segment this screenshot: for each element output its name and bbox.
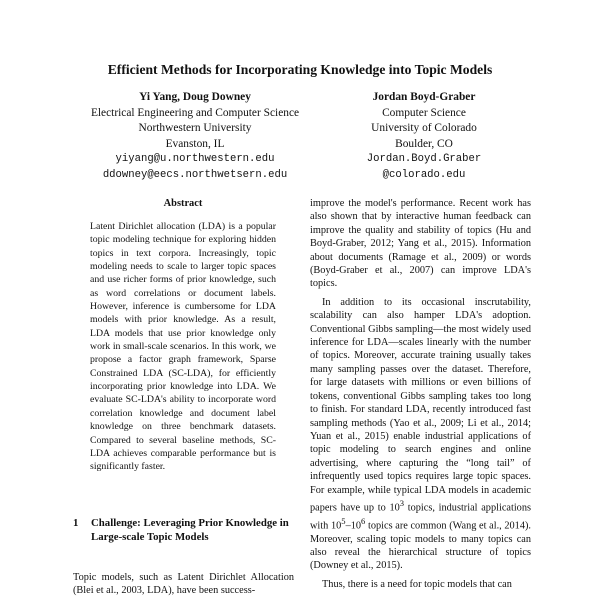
section-title: Challenge: Leveraging Prior Knowledge in Large-scale Topic Models (91, 517, 289, 543)
author-email: ddowney@eecs.northwetsern.edu (102, 168, 288, 181)
paragraph (310, 296, 531, 573)
paper-title: Efficient Methods for Incorporating Knowledge into Topic Models (107, 62, 493, 77)
author-block-colorado (324, 90, 524, 184)
text-run: topics, industrial applications with 10 (310, 502, 531, 532)
author-affiliation: Electrical Engineering and Computer Science (90, 106, 300, 119)
author-names: Yi Yang, Doug Downey (139, 91, 251, 103)
superscript: 3 (399, 497, 405, 508)
author-names: Jordan Boyd-Graber (372, 91, 476, 103)
author-location: Evanston, IL (165, 137, 225, 150)
superscript: 6 (361, 515, 366, 526)
author-block-northwestern (60, 90, 330, 184)
right-column (310, 197, 531, 591)
author-email: @colorado.edu (382, 168, 466, 181)
superscript: 5 (341, 515, 346, 526)
section-number: 1 (73, 517, 79, 529)
author-institution: University of Colorado (371, 122, 477, 135)
author-email: yiyang@u.northwestern.edu (115, 153, 275, 166)
abstract-text: Latent Dirichlet allocation (LDA) is a popular topic modeling technique for exploring hidden topics in text corpora. Increasingly, topic modeling needs to scale to larger topic spaces and use richer forms of prior knowledge, such as word correlations or document labels. However, inference is cumbersome for LDA models with prior knowledge. As a result, LDA models that use prior knowledge only work in small-scale scenarios. In this work, we propose a factor graph framework, Sparse Constrained LDA (SC-LDA), for efficiently incorporating prior knowledge into LDA. We evaluate SC-LDA's ability to incorporate word correlation knowledge and document label knowledge on three benchmark datasets. Compared to several baseline methods, SC-LDA achieves comparable performance but is significantly faster. (90, 221, 276, 473)
paragraph: improve the model's performance. Recent work has also shown that by interactive human feedback can improve the quality and stability of topics (Hu and Boyd-Graber, 2012; Yang et al., 2015). Information about documents (Ramage et al., 2009) or words (Boyd-Graber et al., 2007) can improve LDA's topics. (310, 198, 531, 290)
section-paragraph: Topic models, such as Latent Dirichlet Allocation (Blei et al., 2003, LDA), have been success- (73, 572, 294, 597)
paragraph: Thus, there is a need for topic models that can (322, 578, 512, 590)
section-heading (73, 517, 293, 544)
abstract-heading: Abstract (163, 198, 203, 209)
author-affiliation: Computer Science (382, 106, 466, 119)
text-run: topics are common (Wang et al., 2014). Moreover, scaling topic models to many topics can also reveal the hierarchical structure of topics (Downey et al., 2015). (310, 520, 531, 572)
author-location: Boulder, CO (395, 137, 453, 150)
text-run: –10 (345, 520, 362, 532)
text-run: In addition to its occasional inscrutability, scalability can also hamper LDA's adoption. Conventional Gibbs sampling—the most widely used inference for LDA—scales linearly with the number of topics. Moreover, accurate training usually takes many sampling passes over the dataset. Therefore, for large datasets with millions or even billions of tokens, conventional Gibbs sampling takes too long to finish. For standard LDA, recently introduced fast sampling methods (Yao et al., 2009; Li et al., 2014; Yuan et al., 2015) enable industrial applications of topic modeling to search engines and online advertising, where capturing the “long tail” of infrequently used topics requires large topic spaces. For example, while typical LDA models in academic papers have up to 10 (310, 296, 531, 514)
author-email: Jordan.Boyd.Graber (366, 153, 482, 166)
author-institution: Northwestern University (138, 122, 252, 135)
